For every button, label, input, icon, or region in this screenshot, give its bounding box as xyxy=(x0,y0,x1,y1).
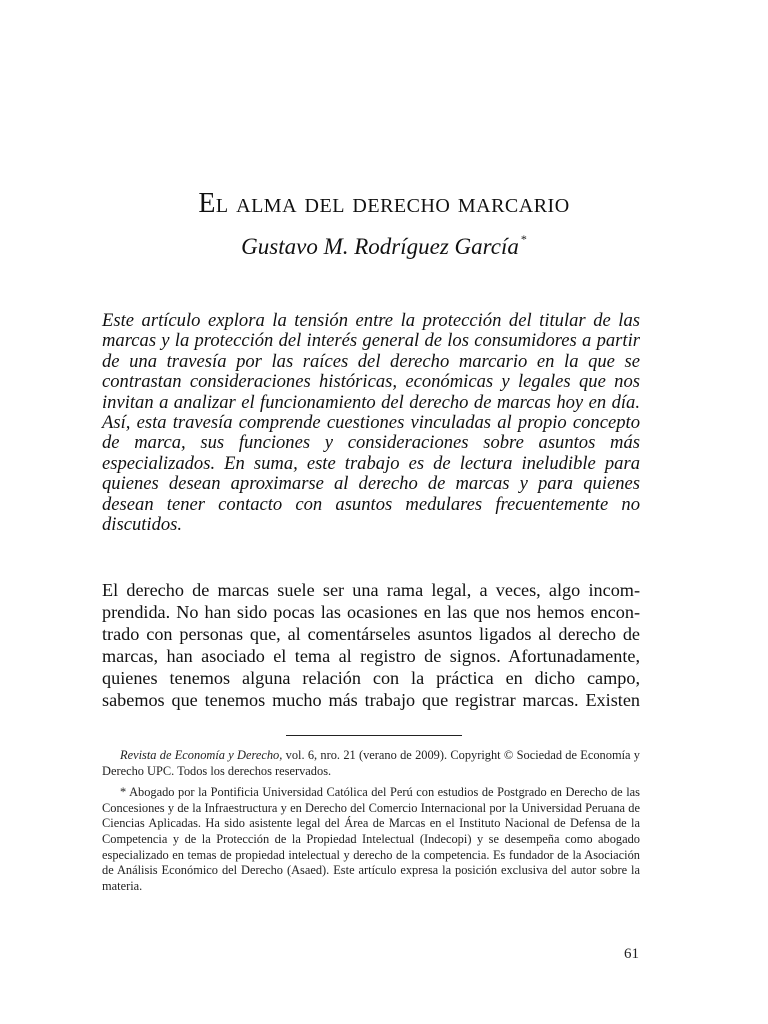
author-name: Gustavo M. Rodríguez García xyxy=(241,234,519,259)
footnote-separator xyxy=(286,735,462,736)
page-number: 61 xyxy=(624,946,639,962)
article-title: El alma del derecho marcario xyxy=(198,188,570,219)
article-body-paragraph: El derecho de marcas suele ser una rama legal, a veces, algo incomprendida. No han sido pocas las ocasiones en las que nos hemos encontrado con personas que, al comentárseles asuntos ligados al derecho de marcas, han asociado el tema al registro de signos. Afortunadamente, quienes tenemos alguna relación con la práctica en dicho campo, sabemos que tenemos mucho más trabajo que registrar marcas. Existen xyxy=(102,580,640,710)
author-footnote-mark: * xyxy=(520,232,527,246)
footnote-author-bio: * Abogado por la Pontificia Universidad Católica del Perú con estudios de Postgrado en Derecho de las Concesiones y de la Infraestructura y en Derecho del Comercio Internacional por la Universidad Peruana de Ciencias Aplicadas. Ha sido asistente legal del Área de Marcas en el Instituto Nacional de Defensa de la Competencia y de la Protección de la Propiedad Intelectual (Indecopi) y se desempeña como abogado especializado en temas de propiedad intelectual y derecho de la competencia. Es fundador de la Asociación de Análisis Económico del Derecho (Asaed). Este artículo expresa la posición exclusiva del autor sobre la materia. xyxy=(102,785,640,893)
journal-details: vol. 6, nro. 21 (verano de 2009). Copyright © Sociedad de Economía y Derecho UPC. Todos los derechos reservados. xyxy=(102,748,641,778)
journal-name: Revista de Economía y Derecho, xyxy=(120,748,283,762)
footnotes xyxy=(102,748,640,894)
footnote-copyright xyxy=(102,748,640,779)
article-abstract: Este artículo explora la tensión entre la protección del titular de las marcas y la protección del interés general de los consumidores a partir de una travesía por las raíces del derecho marcario en la que se contrastan consideraciones históricas, económicas y legales que nos invitan a analizar el funcionamiento del derecho de marcas hoy en día. Así, esta travesía comprende cuestiones vinculadas al propio concepto de marca, sus funciones y consideraciones sobre asuntos más especializados. En suma, este trabajo es de lectura ineludible para quienes desean aproximarse al derecho de marcas y para quienes desean tener contacto con asuntos medulares frecuentemente no discutidos. xyxy=(102,310,640,536)
article-author xyxy=(0,234,768,260)
